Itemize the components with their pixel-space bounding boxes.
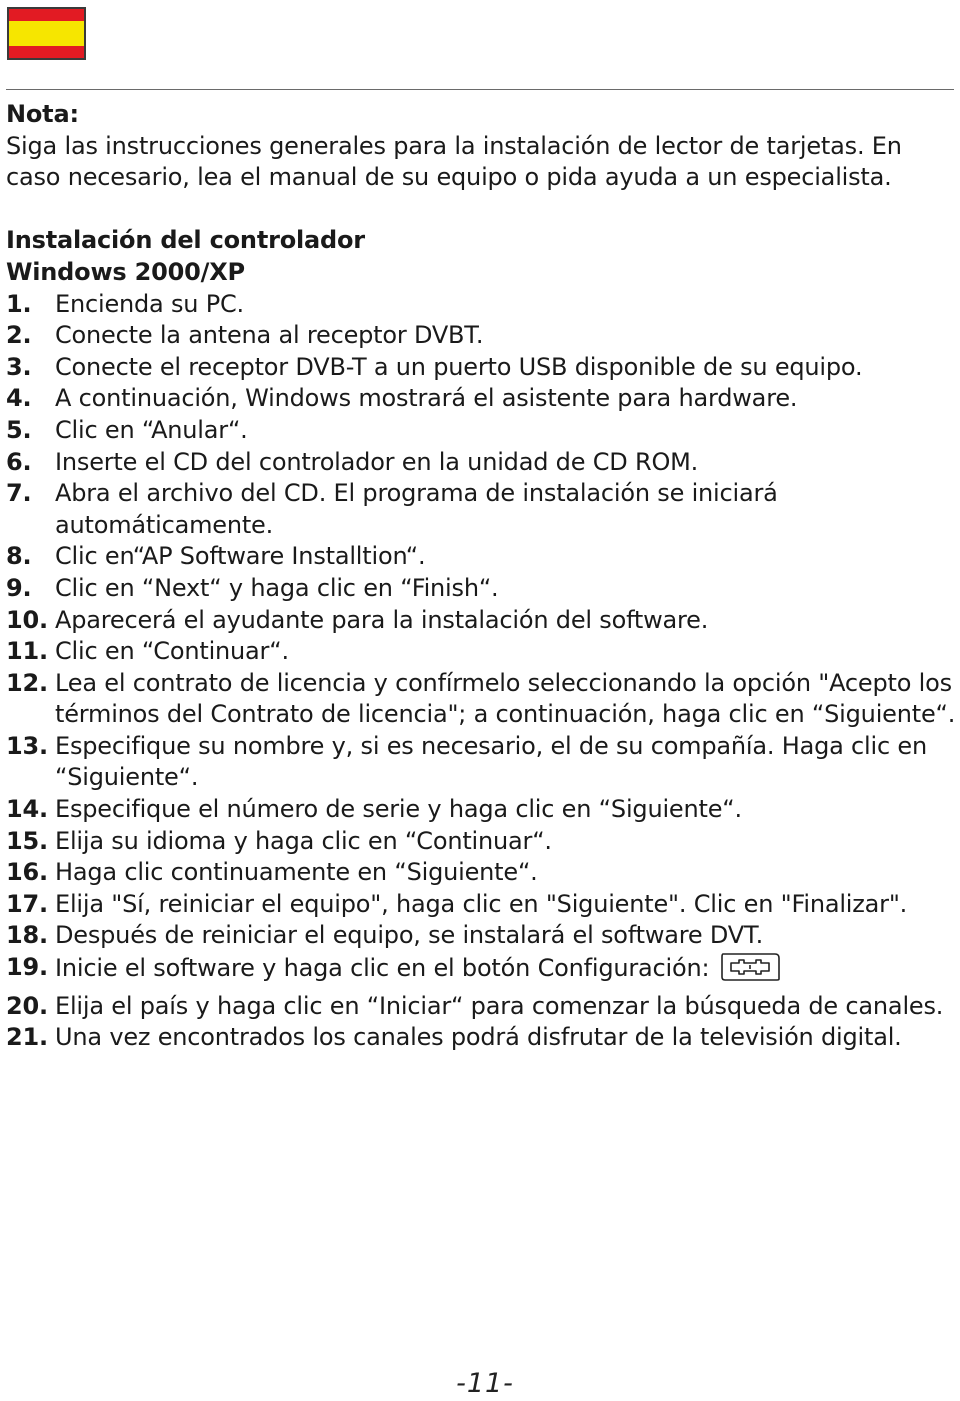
step-1 — [6, 289, 956, 321]
step-text: Después de reiniciar el equipo, se instalará el software DVT. — [55, 921, 764, 950]
header-divider — [6, 89, 954, 90]
step-text: A continuación, Windows mostrará el asistente para hardware. — [55, 384, 798, 413]
step-number: 20. — [6, 991, 48, 1020]
step-text: Inicie el software y haga clic en el botón Configuración: — [55, 954, 710, 983]
step-8 — [6, 541, 956, 573]
spacer — [6, 194, 956, 226]
step-20 — [6, 991, 956, 1023]
step-18 — [6, 920, 956, 952]
document-body — [6, 99, 956, 1054]
step-text: Lea el contrato de licencia y confírmelo seleccionando la opción "Acepto los términos del Contrato de licencia"; a continuación, haga clic en “Siguiente“. — [55, 668, 956, 729]
step-number: 19. — [6, 953, 48, 982]
step-number: 17. — [6, 889, 48, 918]
step-10 — [6, 605, 956, 637]
step-11 — [6, 636, 956, 668]
step-text: Clic en “Next“ y haga clic en “Finish“. — [55, 573, 499, 602]
step-number: 10. — [6, 605, 48, 634]
step-text: Especifique su nombre y, si es necesario, el de su compañía. Haga clic en “Siguiente“. — [55, 731, 927, 792]
step-13 — [6, 731, 956, 794]
note-text: Siga las instrucciones generales para la instalación de lector de tarjetas. En caso necesario, lea el manual de su equipo o pida ayuda a un especialista. — [6, 131, 902, 192]
step-text: Inserte el CD del controlador en la unidad de CD ROM. — [55, 447, 699, 476]
step-number: 13. — [6, 731, 48, 760]
step-number: 3. — [6, 352, 32, 381]
step-number: 1. — [6, 289, 32, 318]
step-3 — [6, 352, 956, 384]
step-number: 14. — [6, 795, 48, 824]
step-number: 8. — [6, 542, 32, 571]
step-6 — [6, 447, 956, 479]
step-number: 12. — [6, 668, 48, 697]
step-number: 16. — [6, 858, 48, 887]
step-number: 4. — [6, 384, 32, 413]
section-subtitle: Windows 2000/XP — [6, 257, 245, 286]
step-text: Clic en“AP Software Installtion“. — [55, 542, 426, 571]
step-text: Clic en “Anular“. — [55, 415, 248, 444]
step-text: Haga clic continuamente en “Siguiente“. — [55, 858, 538, 887]
spain-flag-icon — [7, 7, 86, 60]
installation-steps — [6, 289, 956, 1054]
step-number: 18. — [6, 921, 48, 950]
step-number: 15. — [6, 826, 48, 855]
step-21 — [6, 1022, 956, 1054]
step-15 — [6, 826, 956, 858]
step-16 — [6, 857, 956, 889]
step-number: 2. — [6, 321, 32, 350]
flag-stripe-top — [9, 9, 84, 21]
step-text: Abra el archivo del CD. El programa de instalación se iniciará automáticamente. — [55, 479, 778, 539]
step-number: 9. — [6, 573, 32, 602]
step-text: Una vez encontrados los canales podrá disfrutar de la televisión digital. — [55, 1023, 902, 1052]
step-number: 11. — [6, 637, 48, 666]
step-text: Elija su idioma y haga clic en “Continuar“. — [55, 826, 552, 855]
step-2 — [6, 320, 956, 352]
step-number: 7. — [6, 479, 32, 508]
page-number: -11- — [456, 1368, 514, 1399]
config-button-icon — [719, 952, 781, 991]
step-text: Conecte el receptor DVB-T a un puerto USB disponible de su equipo. — [55, 352, 863, 381]
step-5 — [6, 415, 956, 447]
step-text: Elija "Sí, reiniciar el equipo", haga clic en "Siguiente". Clic en "Finalizar". — [55, 889, 908, 918]
step-text: Encienda su PC. — [55, 289, 244, 318]
step-text: Especifique el número de serie y haga clic en “Siguiente“. — [55, 795, 742, 824]
flag-stripe-middle — [9, 21, 84, 46]
step-12 — [6, 668, 956, 731]
step-text: Clic en “Continuar“. — [55, 637, 289, 666]
note-heading: Nota: — [6, 100, 79, 128]
step-number: 6. — [6, 447, 32, 476]
step-14 — [6, 794, 956, 826]
step-text: Elija el país y haga clic en “Iniciar“ para comenzar la búsqueda de canales. — [55, 991, 944, 1020]
step-7 — [6, 478, 956, 541]
step-4 — [6, 383, 956, 415]
step-9 — [6, 573, 956, 605]
step-17 — [6, 889, 956, 921]
section-title: Instalación del controlador — [6, 226, 365, 255]
step-text-with-icon — [55, 952, 956, 991]
step-number: 21. — [6, 1023, 48, 1052]
step-19 — [6, 952, 956, 991]
step-number: 5. — [6, 415, 32, 444]
flag-stripe-bottom — [9, 46, 84, 58]
step-text: Aparecerá el ayudante para la instalación del software. — [55, 605, 709, 634]
step-text: Conecte la antena al receptor DVBT. — [55, 321, 484, 350]
